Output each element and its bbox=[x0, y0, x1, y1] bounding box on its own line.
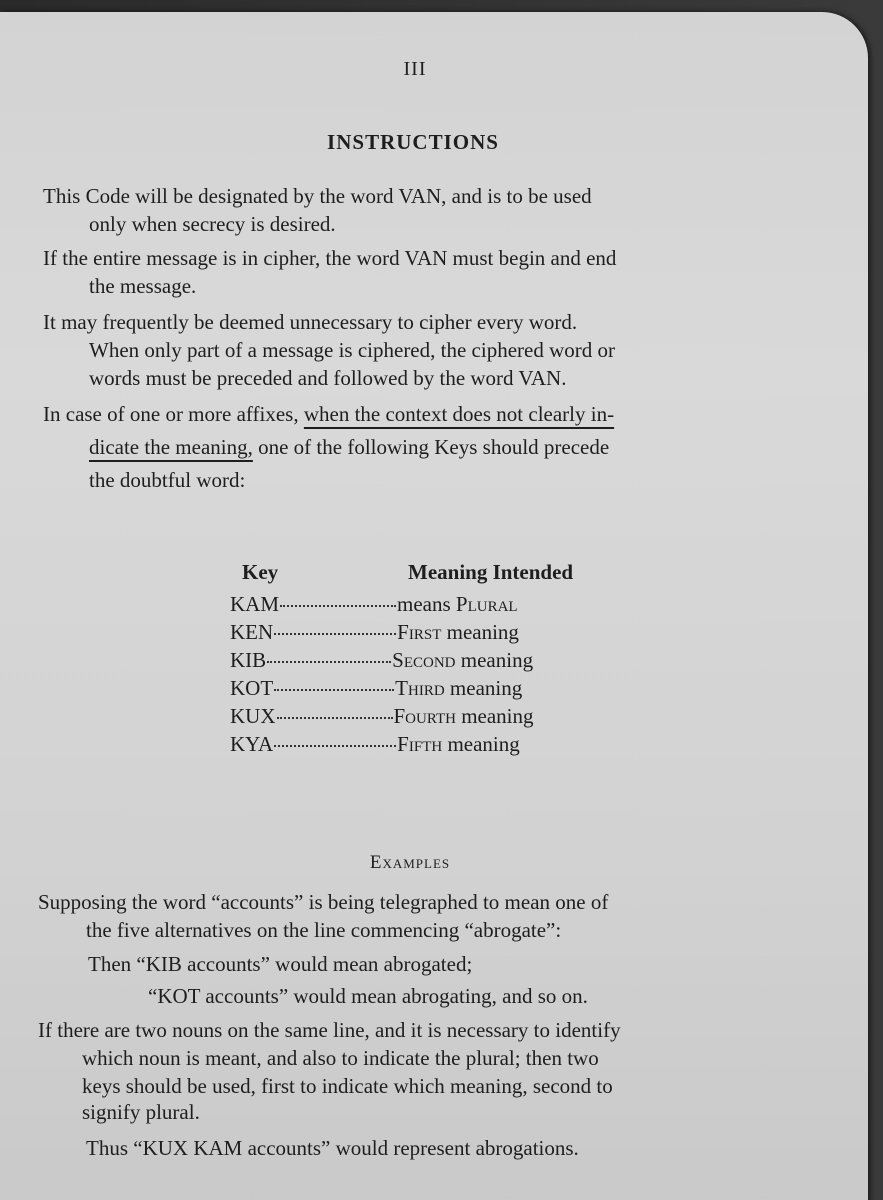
example-line: Supposing the word “accounts” is being telegraphed to mean one of bbox=[38, 890, 609, 914]
header-meaning: Meaning Intended bbox=[408, 560, 574, 584]
example-line: If there are two nouns on the same line, and it is necessary to identify bbox=[38, 1018, 621, 1042]
paragraph-line: It may frequently be deemed unnecessary to cipher every word. bbox=[43, 310, 578, 334]
meaning-ordinal: Plural bbox=[455, 592, 518, 616]
meaning-suffix: meaning bbox=[441, 620, 519, 644]
affix-line-1b-underlined: when the context does not clearly in- bbox=[303, 402, 615, 426]
meaning-ordinal: Fourth bbox=[393, 704, 456, 728]
key-code: KYA bbox=[230, 732, 274, 756]
paragraph-line: If the entire message is in cipher, the word VAN must begin and end bbox=[43, 246, 617, 270]
examples-heading: Examples bbox=[369, 852, 451, 873]
key-meaning bbox=[397, 620, 519, 645]
paragraph-line: This Code will be designated by the word VAN, and is to be used bbox=[43, 184, 592, 208]
example-line: “KOT accounts” would mean abrogating, and so on. bbox=[148, 984, 588, 1008]
affix-line-1a: In case of one or more affixes, bbox=[43, 402, 304, 426]
meaning-suffix: meaning bbox=[455, 648, 534, 672]
key-meaning bbox=[392, 648, 533, 673]
example-line: signify plural. bbox=[82, 1100, 200, 1124]
example-line: keys should be used, first to indicate which meaning, second to bbox=[82, 1074, 613, 1098]
header-key: Key bbox=[242, 560, 279, 584]
meaning-suffix: meaning bbox=[455, 704, 534, 728]
paragraph-designation bbox=[43, 182, 787, 238]
key-meaning bbox=[397, 732, 520, 757]
example-line: which noun is meant, and also to indicate the plural; then two bbox=[82, 1046, 599, 1070]
instructions-heading: INSTRUCTIONS bbox=[327, 130, 499, 154]
key-code: KIB bbox=[230, 648, 267, 672]
meaning-suffix: meaning bbox=[442, 732, 520, 756]
paragraph-line: When only part of a message is ciphered, the ciphered word or bbox=[89, 338, 615, 362]
paragraph-affixes bbox=[43, 398, 787, 497]
paragraph-partial-cipher bbox=[43, 308, 787, 392]
key-meaning bbox=[394, 704, 534, 729]
meaning-ordinal: Fifth bbox=[397, 732, 443, 756]
dot-leader bbox=[277, 717, 393, 719]
paragraph-line: the message. bbox=[89, 274, 197, 298]
key-code: KEN bbox=[230, 620, 274, 644]
dot-leader bbox=[267, 661, 391, 663]
key-meaning bbox=[395, 676, 522, 701]
key-table-header bbox=[230, 560, 650, 592]
key-row bbox=[230, 620, 650, 648]
key-row bbox=[230, 648, 650, 676]
book-page bbox=[0, 12, 868, 1200]
key-code: KAM bbox=[230, 592, 280, 616]
dot-leader bbox=[274, 745, 396, 747]
key-row bbox=[230, 592, 650, 620]
affix-line-2b: one of the following Keys should precede bbox=[252, 435, 610, 459]
example-line: Then “KIB accounts” would mean abrogated; bbox=[88, 952, 473, 976]
example-line: Thus “KUX KAM accounts” would represent abrogations. bbox=[86, 1136, 579, 1160]
paragraph-entire-message bbox=[43, 244, 787, 300]
page-number: III bbox=[403, 58, 427, 80]
meaning-ordinal: Second bbox=[392, 648, 456, 672]
key-meaning bbox=[397, 592, 518, 617]
key-row bbox=[230, 732, 650, 760]
dot-leader bbox=[274, 633, 396, 635]
dot-leader bbox=[274, 689, 394, 691]
key-table bbox=[230, 560, 650, 760]
meaning-ordinal: Third bbox=[395, 676, 445, 700]
key-row bbox=[230, 704, 650, 732]
key-table-rows bbox=[230, 592, 650, 760]
affix-line-2a-underlined: dicate the meaning, bbox=[89, 435, 253, 459]
key-code: KUX bbox=[230, 704, 276, 728]
meaning-prefix: means bbox=[397, 592, 456, 616]
paragraph-line: only when secrecy is desired. bbox=[89, 212, 336, 236]
key-row bbox=[230, 676, 650, 704]
key-code: KOT bbox=[230, 676, 274, 700]
example-line: the five alternatives on the line commencing “abrogate”: bbox=[86, 918, 562, 942]
affix-line-3: the doubtful word: bbox=[89, 468, 246, 492]
meaning-ordinal: First bbox=[397, 620, 442, 644]
dot-leader bbox=[280, 605, 396, 607]
meaning-suffix: meaning bbox=[444, 676, 523, 700]
paragraph-line: words must be preceded and followed by the word VAN. bbox=[89, 366, 567, 390]
